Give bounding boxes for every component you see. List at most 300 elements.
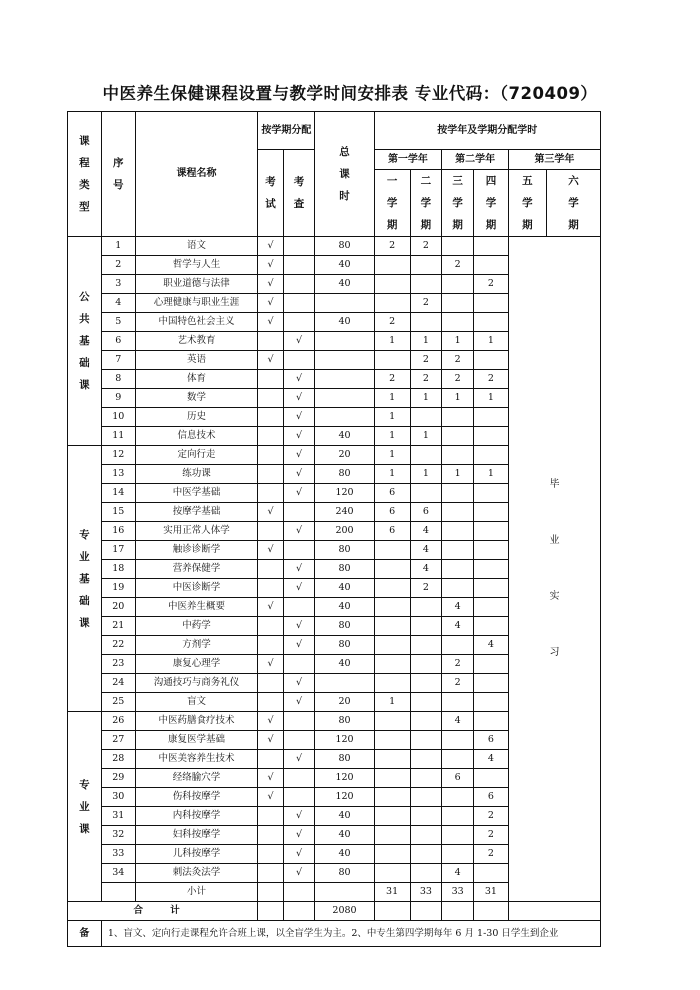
- term-1-hours: [374, 275, 410, 294]
- term-2-hours: 4: [410, 560, 442, 579]
- row-number: 12: [101, 446, 135, 465]
- row-number: 33: [101, 845, 135, 864]
- row-number: 20: [101, 598, 135, 617]
- course-name: 练功课: [135, 465, 258, 484]
- check-mark: √: [283, 484, 315, 503]
- row-number: 9: [101, 389, 135, 408]
- term-2-hours: 4: [410, 522, 442, 541]
- header-year-2: 第二学年: [442, 150, 509, 170]
- term-1-hours: 1: [374, 408, 410, 427]
- term-4-hours: [474, 541, 509, 560]
- exam-mark: √: [258, 351, 283, 370]
- exam-mark: √: [258, 256, 283, 275]
- exam-mark: [258, 446, 283, 465]
- check-mark: √: [283, 427, 315, 446]
- subtotal-term-1: 31: [374, 883, 410, 902]
- total-hours: [315, 332, 374, 351]
- term-4-hours: 2: [474, 370, 509, 389]
- check-mark: √: [283, 826, 315, 845]
- total-hours: 80: [315, 541, 374, 560]
- header-term-1: 一学期: [374, 170, 410, 237]
- term-2-hours: 1: [410, 389, 442, 408]
- term-3-hours: [442, 446, 474, 465]
- header-year-1: 第一学年: [374, 150, 442, 170]
- course-name: 中医学基础: [135, 484, 258, 503]
- course-name: 伤科按摩学: [135, 788, 258, 807]
- term-3-hours: [442, 522, 474, 541]
- term-2-hours: [410, 275, 442, 294]
- term-2-hours: 1: [410, 465, 442, 484]
- term-4-hours: [474, 427, 509, 446]
- row-number: 32: [101, 826, 135, 845]
- total-hours: 40: [315, 598, 374, 617]
- row-number: 6: [101, 332, 135, 351]
- term-4-hours: [474, 579, 509, 598]
- term-2-hours: 6: [410, 503, 442, 522]
- check-mark: [283, 598, 315, 617]
- course-name: 实用正常人体学: [135, 522, 258, 541]
- term-2-hours: 1: [410, 427, 442, 446]
- check-mark: [283, 294, 315, 313]
- check-mark: [283, 769, 315, 788]
- term-4-hours: [474, 655, 509, 674]
- exam-mark: √: [258, 503, 283, 522]
- subtotal-blank: [101, 883, 135, 902]
- exam-mark: [258, 845, 283, 864]
- course-name: 中医诊断学: [135, 579, 258, 598]
- term-1-hours: [374, 636, 410, 655]
- term-1-hours: [374, 807, 410, 826]
- check-mark: √: [283, 446, 315, 465]
- term-4-hours: [474, 408, 509, 427]
- internship-cell: 毕业实习: [508, 237, 600, 902]
- course-name: 康复心理学: [135, 655, 258, 674]
- term-3-hours: [442, 541, 474, 560]
- course-name: 职业道德与法律: [135, 275, 258, 294]
- total-hours: 80: [315, 237, 374, 256]
- header-term-4: 四学期: [474, 170, 509, 237]
- subtotal-exam: [258, 883, 283, 902]
- term-1-hours: 1: [374, 446, 410, 465]
- term-3-hours: 1: [442, 332, 474, 351]
- term-4-hours: [474, 617, 509, 636]
- exam-mark: [258, 864, 283, 883]
- term-1-hours: 6: [374, 503, 410, 522]
- row-number: 29: [101, 769, 135, 788]
- total-hours: 80: [315, 465, 374, 484]
- term-2-hours: [410, 655, 442, 674]
- exam-mark: √: [258, 294, 283, 313]
- term-1-hours: 6: [374, 484, 410, 503]
- subtotal-term-2: 33: [410, 883, 442, 902]
- header-seq: 序号: [101, 112, 135, 237]
- term-2-hours: 1: [410, 332, 442, 351]
- exam-mark: [258, 807, 283, 826]
- course-name: 英语: [135, 351, 258, 370]
- check-mark: [283, 503, 315, 522]
- check-mark: √: [283, 845, 315, 864]
- course-name: 中医药膳食疗技术: [135, 712, 258, 731]
- check-mark: [283, 237, 315, 256]
- check-mark: [283, 256, 315, 275]
- check-mark: √: [283, 332, 315, 351]
- row-number: 2: [101, 256, 135, 275]
- total-term-blank: [410, 902, 442, 921]
- term-3-hours: 2: [442, 655, 474, 674]
- term-2-hours: [410, 845, 442, 864]
- total-hours: [315, 674, 374, 693]
- term-3-hours: [442, 788, 474, 807]
- term-3-hours: 4: [442, 598, 474, 617]
- exam-mark: [258, 674, 283, 693]
- subtotal-hours: [315, 883, 374, 902]
- row-number: 13: [101, 465, 135, 484]
- total-term-blank: [474, 902, 509, 921]
- total-hours: 40: [315, 579, 374, 598]
- term-2-hours: [410, 864, 442, 883]
- course-name: 历史: [135, 408, 258, 427]
- total-exam: [258, 902, 283, 921]
- term-3-hours: [442, 503, 474, 522]
- term-3-hours: 2: [442, 674, 474, 693]
- term-1-hours: [374, 712, 410, 731]
- course-name: 方剂学: [135, 636, 258, 655]
- row-number: 4: [101, 294, 135, 313]
- total-row: [68, 902, 601, 921]
- row-number: 18: [101, 560, 135, 579]
- term-4-hours: [474, 693, 509, 712]
- exam-mark: [258, 370, 283, 389]
- term-1-hours: 2: [374, 313, 410, 332]
- term-4-hours: 4: [474, 636, 509, 655]
- course-name: 体育: [135, 370, 258, 389]
- term-2-hours: [410, 807, 442, 826]
- total-hours: 40: [315, 427, 374, 446]
- term-1-hours: [374, 256, 410, 275]
- exam-mark: [258, 826, 283, 845]
- course-name: 内科按摩学: [135, 807, 258, 826]
- term-2-hours: 2: [410, 237, 442, 256]
- category-cell: 专业课: [68, 712, 102, 902]
- check-mark: √: [283, 693, 315, 712]
- header-exam: 考试: [258, 150, 283, 237]
- course-name: 数学: [135, 389, 258, 408]
- exam-mark: √: [258, 275, 283, 294]
- term-1-hours: 2: [374, 370, 410, 389]
- term-1-hours: [374, 769, 410, 788]
- total-hours: 80: [315, 864, 374, 883]
- term-4-hours: [474, 598, 509, 617]
- term-2-hours: [410, 408, 442, 427]
- check-mark: √: [283, 560, 315, 579]
- course-name: 哲学与人生: [135, 256, 258, 275]
- exam-mark: √: [258, 598, 283, 617]
- total-hours: 240: [315, 503, 374, 522]
- total-hours-value: 2080: [315, 902, 374, 921]
- term-2-hours: [410, 826, 442, 845]
- exam-mark: [258, 522, 283, 541]
- total-hours: 40: [315, 845, 374, 864]
- header-course-name: 课程名称: [135, 112, 258, 237]
- header-total-hours: 总课时: [315, 112, 374, 237]
- term-1-hours: [374, 617, 410, 636]
- term-3-hours: 4: [442, 712, 474, 731]
- term-2-hours: [410, 712, 442, 731]
- header-category: 课程类型: [68, 112, 102, 237]
- total-hours: [315, 370, 374, 389]
- term-4-hours: [474, 674, 509, 693]
- check-mark: [283, 712, 315, 731]
- subtotal-term-3: 33: [442, 883, 474, 902]
- term-3-hours: [442, 750, 474, 769]
- check-mark: [283, 351, 315, 370]
- term-4-hours: 1: [474, 465, 509, 484]
- row-number: 27: [101, 731, 135, 750]
- exam-mark: √: [258, 788, 283, 807]
- course-name: 艺术教育: [135, 332, 258, 351]
- course-name: 定向行走: [135, 446, 258, 465]
- term-1-hours: [374, 788, 410, 807]
- term-4-hours: [474, 769, 509, 788]
- total-hours: [315, 351, 374, 370]
- term-4-hours: 6: [474, 788, 509, 807]
- header-by-year: 按学年及学期分配学时: [374, 112, 600, 150]
- check-mark: √: [283, 750, 315, 769]
- course-name: 信息技术: [135, 427, 258, 446]
- term-4-hours: [474, 503, 509, 522]
- total-hours: 40: [315, 313, 374, 332]
- total-hours: 40: [315, 256, 374, 275]
- total-internship-blank: [508, 902, 600, 921]
- check-mark: √: [283, 522, 315, 541]
- course-name: 语文: [135, 237, 258, 256]
- term-4-hours: [474, 522, 509, 541]
- header-term-2: 二学期: [410, 170, 442, 237]
- term-2-hours: [410, 313, 442, 332]
- term-2-hours: 2: [410, 370, 442, 389]
- course-name: 儿科按摩学: [135, 845, 258, 864]
- total-hours: 120: [315, 731, 374, 750]
- total-label: 合 计: [68, 902, 258, 921]
- term-2-hours: [410, 256, 442, 275]
- term-4-hours: 1: [474, 332, 509, 351]
- row-number: 22: [101, 636, 135, 655]
- term-3-hours: [442, 237, 474, 256]
- term-4-hours: [474, 237, 509, 256]
- term-3-hours: 1: [442, 465, 474, 484]
- exam-mark: [258, 560, 283, 579]
- note-row: [68, 921, 601, 947]
- exam-mark: [258, 636, 283, 655]
- term-3-hours: [442, 845, 474, 864]
- total-hours: [315, 408, 374, 427]
- row-number: 7: [101, 351, 135, 370]
- total-hours: 80: [315, 750, 374, 769]
- category-cell: 公共基础课: [68, 237, 102, 446]
- subtotal-check: [283, 883, 315, 902]
- course-name: 盲文: [135, 693, 258, 712]
- term-1-hours: [374, 750, 410, 769]
- check-mark: [283, 788, 315, 807]
- total-hours: 120: [315, 788, 374, 807]
- term-1-hours: [374, 674, 410, 693]
- term-4-hours: 2: [474, 275, 509, 294]
- total-hours: 80: [315, 560, 374, 579]
- row-number: 21: [101, 617, 135, 636]
- term-1-hours: [374, 826, 410, 845]
- exam-mark: √: [258, 712, 283, 731]
- row-number: 25: [101, 693, 135, 712]
- term-3-hours: [442, 731, 474, 750]
- check-mark: √: [283, 864, 315, 883]
- term-3-hours: [442, 294, 474, 313]
- term-2-hours: [410, 693, 442, 712]
- note-text: 1、盲文、定向行走课程允许合班上课，以全盲学生为主。2、中专生第四学期每年 6 月 1-30 日学生到企业: [101, 921, 600, 947]
- term-1-hours: 6: [374, 522, 410, 541]
- row-number: 11: [101, 427, 135, 446]
- course-name: 刺法灸法学: [135, 864, 258, 883]
- term-3-hours: [442, 579, 474, 598]
- header-term-6: 六学期: [546, 170, 600, 237]
- term-1-hours: [374, 541, 410, 560]
- term-3-hours: [442, 636, 474, 655]
- term-2-hours: 2: [410, 294, 442, 313]
- row-number: 26: [101, 712, 135, 731]
- exam-mark: [258, 484, 283, 503]
- total-hours: [315, 389, 374, 408]
- course-name: 中医养生概要: [135, 598, 258, 617]
- term-4-hours: 2: [474, 826, 509, 845]
- exam-mark: [258, 427, 283, 446]
- course-name: 经络腧穴学: [135, 769, 258, 788]
- term-4-hours: [474, 560, 509, 579]
- term-4-hours: [474, 484, 509, 503]
- exam-mark: √: [258, 541, 283, 560]
- course-name: 中医美容养生技术: [135, 750, 258, 769]
- term-1-hours: 1: [374, 389, 410, 408]
- row-number: 23: [101, 655, 135, 674]
- term-3-hours: [442, 693, 474, 712]
- row-number: 19: [101, 579, 135, 598]
- total-hours: 200: [315, 522, 374, 541]
- term-2-hours: [410, 769, 442, 788]
- term-1-hours: [374, 294, 410, 313]
- row-number: 5: [101, 313, 135, 332]
- term-3-hours: [442, 408, 474, 427]
- term-2-hours: [410, 731, 442, 750]
- term-1-hours: [374, 655, 410, 674]
- term-4-hours: [474, 351, 509, 370]
- course-name: 按摩学基础: [135, 503, 258, 522]
- term-2-hours: [410, 617, 442, 636]
- check-mark: √: [283, 408, 315, 427]
- term-4-hours: [474, 712, 509, 731]
- term-2-hours: 2: [410, 579, 442, 598]
- row-number: 16: [101, 522, 135, 541]
- header-year-3: 第三学年: [508, 150, 600, 170]
- total-hours: 80: [315, 712, 374, 731]
- course-name: 触诊诊断学: [135, 541, 258, 560]
- check-mark: √: [283, 579, 315, 598]
- row-number: 24: [101, 674, 135, 693]
- check-mark: [283, 655, 315, 674]
- term-3-hours: 2: [442, 370, 474, 389]
- term-1-hours: 1: [374, 427, 410, 446]
- check-mark: √: [283, 674, 315, 693]
- term-3-hours: [442, 427, 474, 446]
- term-4-hours: [474, 864, 509, 883]
- total-hours: 20: [315, 693, 374, 712]
- term-2-hours: [410, 674, 442, 693]
- term-2-hours: 2: [410, 351, 442, 370]
- term-4-hours: 1: [474, 389, 509, 408]
- term-4-hours: 2: [474, 845, 509, 864]
- total-hours: 80: [315, 617, 374, 636]
- row-number: 15: [101, 503, 135, 522]
- header-assess: 按学期分配: [258, 112, 315, 150]
- term-1-hours: 2: [374, 237, 410, 256]
- check-mark: [283, 731, 315, 750]
- term-3-hours: [442, 560, 474, 579]
- term-1-hours: [374, 864, 410, 883]
- header-term-3: 三学期: [442, 170, 474, 237]
- exam-mark: [258, 750, 283, 769]
- term-2-hours: [410, 636, 442, 655]
- course-name: 康复医学基础: [135, 731, 258, 750]
- term-1-hours: 1: [374, 332, 410, 351]
- header-term-5: 五学期: [508, 170, 546, 237]
- term-3-hours: 2: [442, 351, 474, 370]
- row-number: 3: [101, 275, 135, 294]
- course-name: 中国特色社会主义: [135, 313, 258, 332]
- course-name: 营养保健学: [135, 560, 258, 579]
- term-2-hours: [410, 446, 442, 465]
- term-3-hours: [442, 826, 474, 845]
- row-number: 34: [101, 864, 135, 883]
- subtotal-term-4: 31: [474, 883, 509, 902]
- term-1-hours: 1: [374, 465, 410, 484]
- note-label: 备: [68, 921, 102, 947]
- term-1-hours: 1: [374, 693, 410, 712]
- total-hours: 20: [315, 446, 374, 465]
- exam-mark: [258, 579, 283, 598]
- total-hours: 120: [315, 484, 374, 503]
- category-cell: 专业基础课: [68, 446, 102, 712]
- total-hours: 120: [315, 769, 374, 788]
- term-3-hours: [442, 313, 474, 332]
- course-name: 沟通技巧与商务礼仪: [135, 674, 258, 693]
- row-number: 8: [101, 370, 135, 389]
- term-4-hours: [474, 256, 509, 275]
- exam-mark: √: [258, 655, 283, 674]
- term-3-hours: 2: [442, 256, 474, 275]
- term-2-hours: [410, 484, 442, 503]
- check-mark: √: [283, 636, 315, 655]
- check-mark: [283, 313, 315, 332]
- row-number: 10: [101, 408, 135, 427]
- term-4-hours: 6: [474, 731, 509, 750]
- exam-mark: [258, 693, 283, 712]
- course-name: 妇科按摩学: [135, 826, 258, 845]
- curriculum-table: [67, 111, 601, 947]
- check-mark: [283, 275, 315, 294]
- term-3-hours: 4: [442, 617, 474, 636]
- subtotal-label: 小计: [135, 883, 258, 902]
- check-mark: √: [283, 807, 315, 826]
- exam-mark: [258, 465, 283, 484]
- term-4-hours: [474, 294, 509, 313]
- exam-mark: √: [258, 313, 283, 332]
